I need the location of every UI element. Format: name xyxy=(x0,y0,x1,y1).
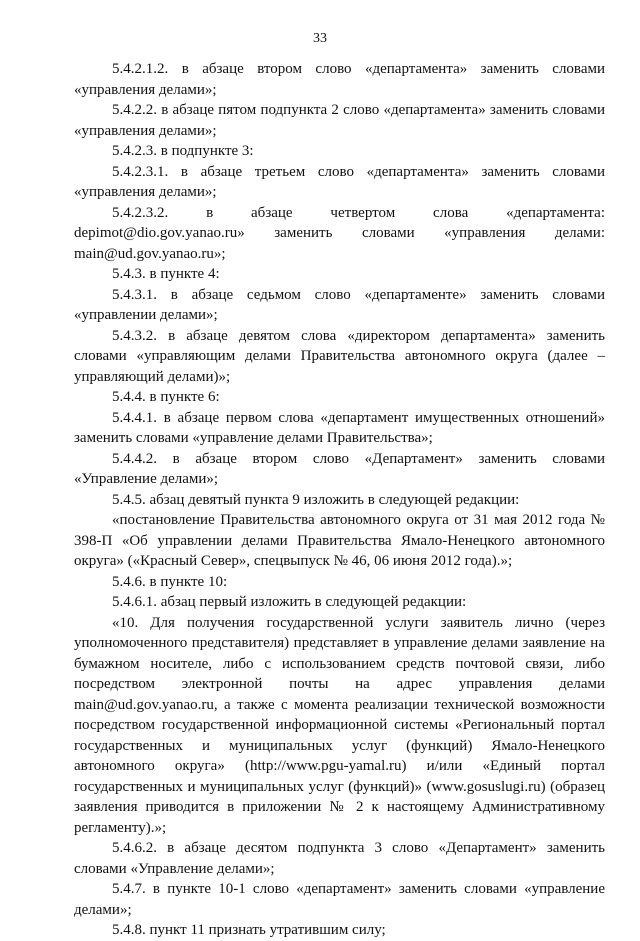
paragraph: 5.4.6. в пункте 10: xyxy=(112,573,228,590)
page-number: 33 xyxy=(313,31,327,46)
paragraph: 5.4.4. в пункте 6: xyxy=(112,389,220,405)
paragraph: 5.4.3. в пункте 4: xyxy=(112,266,220,282)
paragraph: 5.4.2.3. в подпункте 3: xyxy=(112,143,254,159)
paragraph: 5.4.4.2. в абзаце втором слово «Департамент» заменить словами «Управление делами»; xyxy=(74,450,605,487)
document-body xyxy=(74,59,605,941)
paragraph: 5.4.4.1. в абзаце первом слова «департамент имущественных отношений» заменить словами «управление делами Правительства»; xyxy=(74,409,605,446)
paragraph: 5.4.2.3.1. в абзаце третьем слово «департамента» заменить словами «управления делами»; xyxy=(74,163,605,200)
paragraph: 5.4.2.3.2. в абзаце четвертом слова «департамента: depimot@dio.gov.yanao.ru» заменить словами «управления делами: main@ud.gov.yanao.ru»; xyxy=(74,204,605,262)
paragraph: 5.4.6.1. абзац первый изложить в следующей редакции: xyxy=(112,594,467,610)
paragraph: 5.4.7. в пункте 10-1 слово «департамент» заменить словами «управление делами»; xyxy=(74,881,605,918)
paragraph: «постановление Правительства автономного округа от 31 мая 2012 года № 398-П «Об управлении делами Правительства Ямало-Ненецкого автономного округа» («Красный Север», спецвыпуск № 46, 06 июня 2012 года).»; xyxy=(74,512,605,569)
paragraph: 5.4.2.2. в абзаце пятом подпункта 2 слово «департамента» заменить словами «управления делами»; xyxy=(74,102,605,139)
paragraph: 5.4.3.1. в абзаце седьмом слово «департаменте» заменить словами «управлении делами»; xyxy=(74,286,605,323)
paragraph: 5.4.6.2. в абзаце десятом подпункта 3 слово «Департамент» заменить словами «Управление делами»; xyxy=(74,840,605,877)
paragraph: 5.4.8. пункт 11 признать утратившим силу; xyxy=(112,922,386,938)
paragraph: «10. Для получения государственной услуги заявитель лично (через уполномоченного представителя) представляет в управление делами заявление на бумажном носителе, либо с использованием средств почтовой связи, либо посредством электронной почты на адрес управления делами main@ud.gov.yanao.ru, а также с момента реализации технической возможности посредством государственной информационной системы «Региональный портал государственных и муниципальных услуг (функций) Ямало-Ненецкого автономного округа» (http://www.pgu-yamal.ru) и/или «Единый портал государственных и муниципальных услуг (функций)» (www.gosuslugi.ru) (образец заявления приводится в приложении № 2 к настоящему Административному регламенту).»; xyxy=(74,614,605,836)
paragraph: 5.4.2.1.2. в абзаце втором слово «департамента» заменить словами «управления делами»; xyxy=(74,61,605,98)
paragraph: 5.4.5. абзац девятый пункта 9 изложить в следующей редакции: xyxy=(112,491,520,508)
paragraph: 5.4.3.2. в абзаце девятом слова «директором департамента» заменить словами «управляющим делами Правительства автономного округа (далее – управляющий делами)»; xyxy=(74,327,605,385)
